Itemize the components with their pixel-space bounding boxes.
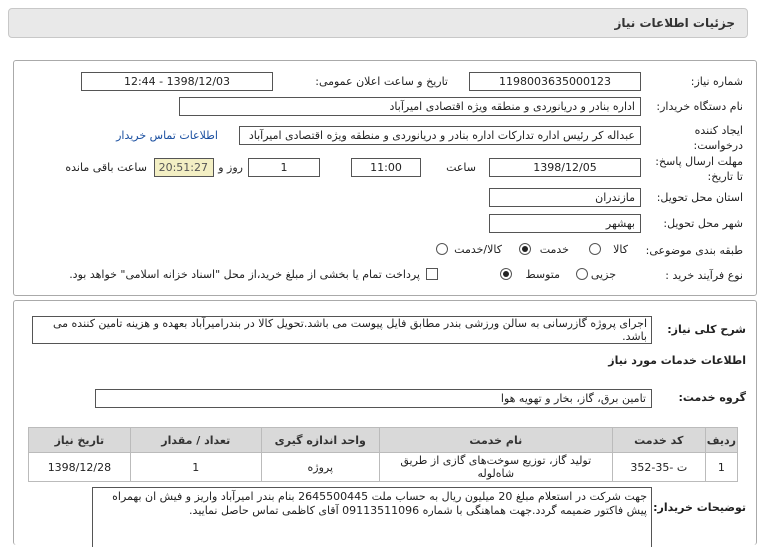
treasury-payment-checkbox[interactable] bbox=[426, 268, 438, 280]
process-option-medium: متوسط bbox=[525, 268, 560, 281]
cell-need-date: 1398/12/28 bbox=[29, 453, 131, 482]
treasury-payment-note: پرداخت تمام یا بخشی از مبلغ خرید،از محل "اسناد خزانه اسلامی" خواهد بود. bbox=[69, 268, 420, 281]
remaining-time-field: 20:51:27 bbox=[154, 158, 214, 177]
col-unit: واحد اندازه گیری bbox=[261, 428, 379, 453]
category-option-goods-service: کالا/خدمت bbox=[454, 243, 502, 256]
table-header-row bbox=[29, 428, 738, 453]
hour-label: ساعت bbox=[446, 161, 476, 174]
province-label: استان محل تحویل: bbox=[656, 191, 743, 204]
services-heading: اطلاعات خدمات مورد نیاز bbox=[608, 354, 746, 367]
buyer-notes-label: توضیحات خریدار: bbox=[653, 501, 746, 514]
col-need-date: تاریخ نیاز bbox=[29, 428, 131, 453]
buyer-org-label: نام دستگاه خریدار: bbox=[656, 100, 743, 113]
cell-service-name: تولید گاز، توزیع سوخت‌های گازی از طریق شاه‌لوله bbox=[379, 453, 612, 482]
summary-panel bbox=[13, 300, 757, 545]
process-radio-minor[interactable] bbox=[576, 268, 588, 280]
process-label: نوع فرآیند خرید : bbox=[665, 269, 743, 282]
buyer-org-field: اداره بنادر و دریانوردی و منطقه ویژه اقتصادی امیرآباد bbox=[179, 97, 641, 116]
deadline-label: مهلت ارسال پاسخ: تا تاریخ: bbox=[655, 155, 743, 183]
category-radio-service[interactable] bbox=[519, 243, 531, 255]
cell-service-code: ت -35-352 bbox=[612, 453, 705, 482]
page-header bbox=[8, 8, 748, 38]
summary-label: شرح کلی نیاز: bbox=[667, 323, 746, 336]
days-remaining-field: 1 bbox=[248, 158, 320, 177]
service-group-field: تامین برق، گاز، بخار و تهویه هوا bbox=[95, 389, 652, 408]
province-field: مازندران bbox=[489, 188, 641, 207]
city-field: بهشهر bbox=[489, 214, 641, 233]
announce-label: تاریخ و ساعت اعلان عمومی: bbox=[315, 75, 448, 88]
remaining-label: ساعت باقی مانده bbox=[65, 161, 147, 174]
creator-label: ایجاد کننده درخواست: bbox=[693, 124, 743, 152]
category-option-goods: کالا bbox=[613, 243, 628, 256]
creator-field: عبداله کر رئیس اداره تدارکات اداره بنادر و دریانوردی و منطقه ویژه اقتصادی امیرآباد bbox=[239, 126, 641, 145]
announce-date-field: 1398/12/03 - 12:44 bbox=[81, 72, 273, 91]
days-label: روز و bbox=[218, 161, 243, 174]
table-row bbox=[29, 453, 738, 482]
col-service-name: نام خدمت bbox=[379, 428, 612, 453]
cell-row-number: 1 bbox=[705, 453, 737, 482]
need-number-label: شماره نیاز: bbox=[690, 75, 743, 88]
summary-text: اجرای پروژه گازرسانی به سالن ورزشی بندر مطابق فایل پیوست می باشد.تحویل کالا در بندرامیرآباد بعهده و هزینه تامین کننده می باشد. bbox=[32, 316, 652, 344]
col-row-number: ردیف bbox=[705, 428, 737, 453]
services-table bbox=[28, 427, 738, 482]
process-option-minor: جزیی bbox=[590, 268, 616, 281]
deadline-hour-field: 11:00 bbox=[351, 158, 421, 177]
service-group-label: گروه خدمت: bbox=[678, 391, 746, 404]
need-info-panel bbox=[13, 60, 757, 296]
col-service-code: کد خدمت bbox=[612, 428, 705, 453]
city-label: شهر محل تحویل: bbox=[663, 217, 743, 230]
category-radio-goods[interactable] bbox=[589, 243, 601, 255]
need-number-field: 1198003635000123 bbox=[469, 72, 641, 91]
category-label: طبقه بندی موضوعی: bbox=[645, 244, 743, 257]
buyer-contact-link[interactable]: اطلاعات تماس خریدار bbox=[116, 129, 218, 142]
page-title: جزئیات اطلاعات نیاز bbox=[614, 16, 735, 30]
category-radio-goods-service[interactable] bbox=[436, 243, 448, 255]
cell-unit: پروژه bbox=[261, 453, 379, 482]
deadline-date-field: 1398/12/05 bbox=[489, 158, 641, 177]
cell-quantity: 1 bbox=[130, 453, 261, 482]
category-option-service: خدمت bbox=[539, 243, 569, 256]
process-radio-medium[interactable] bbox=[500, 268, 512, 280]
col-quantity: تعداد / مقدار bbox=[130, 428, 261, 453]
buyer-notes-text: جهت شرکت در استعلام مبلغ 20 میلیون ریال به حساب ملت 2645500445 بنام بندر امیرآباد واریز و فیش ان بهمراه پیش فاکتور ضمیمه گردد.جهت هماهنگی با شماره 09113511096 آقای کاظمی تماس حاصل نمایید. bbox=[92, 487, 652, 547]
